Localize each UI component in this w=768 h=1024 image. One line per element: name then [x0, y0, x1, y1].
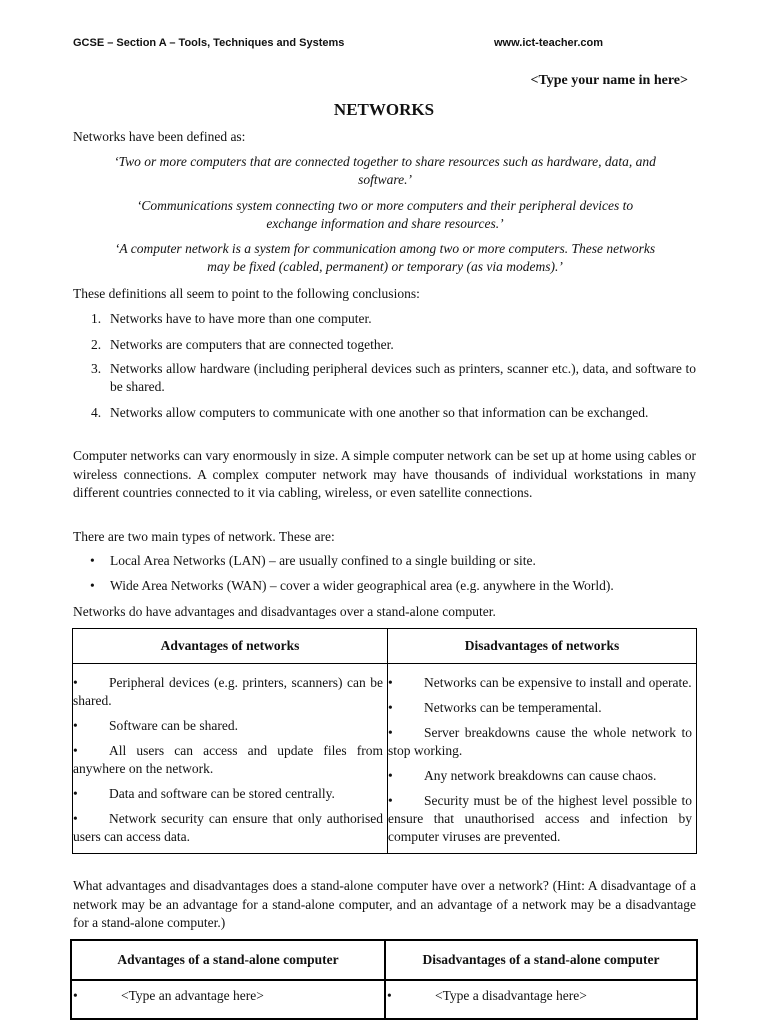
conclusion-item: [73, 336, 696, 354]
list-text: Local Area Networks (LAN) – are usually confined to a single building or site.: [110, 553, 536, 568]
list-item: [388, 724, 696, 760]
page-title: NETWORKS: [333, 100, 435, 119]
table-header-advantages: Advantages of networks: [73, 629, 388, 664]
advantage-text: Data and software can be stored centrally.: [109, 786, 335, 801]
disadvantage-placeholder[interactable]: <Type a disadvantage here>: [435, 988, 587, 1003]
disadvantage-text: Networks can be expensive to install and operate.: [424, 675, 692, 690]
list-item: [73, 987, 383, 1005]
advantage-text: Software can be shared.: [109, 718, 238, 733]
list-item: [388, 699, 696, 717]
adv-intro: Networks do have advantages and disadvantages over a stand-alone computer.: [73, 604, 496, 619]
disadvantage-text: Server breakdowns cause the whole network to stop working.: [388, 725, 692, 758]
bullet-icon: •: [388, 725, 393, 740]
question-text: What advantages and disadvantages does a stand-alone computer have over a network? (Hint: A disadvantage of a network may be an advantage for a stand-alone computer, and an advantage of a network may be a disadvantage for a stand-alone computer.): [73, 878, 696, 930]
list-number: 1.: [91, 311, 102, 326]
list-item: [73, 674, 387, 710]
disadvantages-cell: [388, 664, 697, 854]
type-item-wan: [90, 577, 696, 595]
conclusion-item: [73, 310, 696, 328]
list-text: Networks allow computers to communicate with one another so that information can be exchanged.: [110, 405, 649, 420]
disadvantage-text: Networks can be temperamental.: [424, 700, 602, 715]
quote-3: ‘A computer network is a system for communication among two or more computers. These networks may be fixed (cabled, permanent) or temporary (as via modems).’: [114, 241, 656, 274]
list-text: Networks allow hardware (including peripheral devices such as printers, scanner etc.), data, and software to be shared.: [110, 361, 696, 394]
list-number: 4.: [91, 405, 102, 420]
standalone-table: [70, 939, 698, 1020]
header-left: GCSE – Section A – Tools, Techniques and Systems: [73, 37, 345, 49]
list-item: [73, 785, 387, 803]
bullet-icon: •: [388, 700, 393, 715]
disadvantage-input-cell[interactable]: [385, 980, 697, 1019]
bullet-icon: •: [388, 675, 393, 690]
bullet-icon: •: [388, 768, 393, 783]
list-item: [388, 792, 696, 846]
quote-1: ‘Two or more computers that are connected together to share resources such as hardware, data, and software.’: [114, 154, 656, 187]
list-text: Networks are computers that are connected together.: [110, 337, 394, 352]
advantage-text: Network security can ensure that only authorised users can access data.: [73, 811, 383, 844]
list-item: [387, 987, 695, 1005]
list-item: [73, 742, 387, 778]
bullet-icon: •: [73, 718, 78, 733]
table-header-standalone-advantages: Advantages of a stand-alone computer: [71, 940, 385, 980]
advantage-text: All users can access and update files from anywhere on the network.: [73, 743, 383, 776]
conclusion-item: [73, 360, 696, 396]
list-item: [388, 674, 696, 692]
disadvantage-text: Any network breakdowns can cause chaos.: [424, 768, 657, 783]
bullet-icon: •: [73, 743, 78, 758]
list-item: [73, 810, 387, 846]
bullet-icon: •: [388, 793, 393, 808]
types-intro: There are two main types of network. These are:: [73, 529, 335, 544]
list-number: 3.: [91, 361, 102, 376]
bullet-icon: •: [73, 786, 78, 801]
list-text: Networks have to have more than one computer.: [110, 311, 372, 326]
table-header-disadvantages: Disadvantages of networks: [388, 629, 697, 664]
advantages-cell: [73, 664, 388, 854]
network-advantages-table: [72, 628, 697, 854]
header-right: www.ict-teacher.com: [494, 37, 604, 49]
type-item-lan: [90, 552, 696, 570]
conclusions-intro: These definitions all seem to point to the following conclusions:: [73, 286, 420, 301]
conclusion-item: [73, 404, 696, 422]
intro-text: Networks have been defined as:: [73, 129, 246, 144]
disadvantage-text: Security must be of the highest level possible to ensure that unauthorised access and infection by computer viruses are prevented.: [388, 793, 692, 844]
advantage-input-cell[interactable]: [71, 980, 385, 1019]
quote-2: ‘Communications system connecting two or more computers and their peripheral devices to exchange information and share resources.’: [136, 198, 634, 231]
list-item: [73, 717, 387, 735]
table-header-standalone-disadvantages: Disadvantages of a stand-alone computer: [385, 940, 697, 980]
advantage-text: Peripheral devices (e.g. printers, scanners) can be shared.: [73, 675, 383, 708]
bullet-icon: •: [387, 988, 392, 1003]
bullet-icon: •: [73, 675, 78, 690]
bullet-icon: •: [73, 811, 78, 826]
list-number: 2.: [91, 337, 102, 352]
list-item: [388, 767, 696, 785]
bullet-icon: •: [90, 578, 95, 593]
bullet-icon: •: [90, 553, 95, 568]
advantage-placeholder[interactable]: <Type an advantage here>: [121, 988, 264, 1003]
list-text: Wide Area Networks (WAN) – cover a wider geographical area (e.g. anywhere in the World).: [110, 578, 614, 593]
name-placeholder[interactable]: <Type your name in here>: [530, 73, 688, 88]
size-paragraph: Computer networks can vary enormously in size. A simple computer network can be set up at home using cables or wireless connections. A complex computer network may have thousands of individual workstations in many different countries connected to it via cabling, wireless, or even satellite connections.: [73, 448, 696, 500]
bullet-icon: •: [73, 988, 78, 1003]
